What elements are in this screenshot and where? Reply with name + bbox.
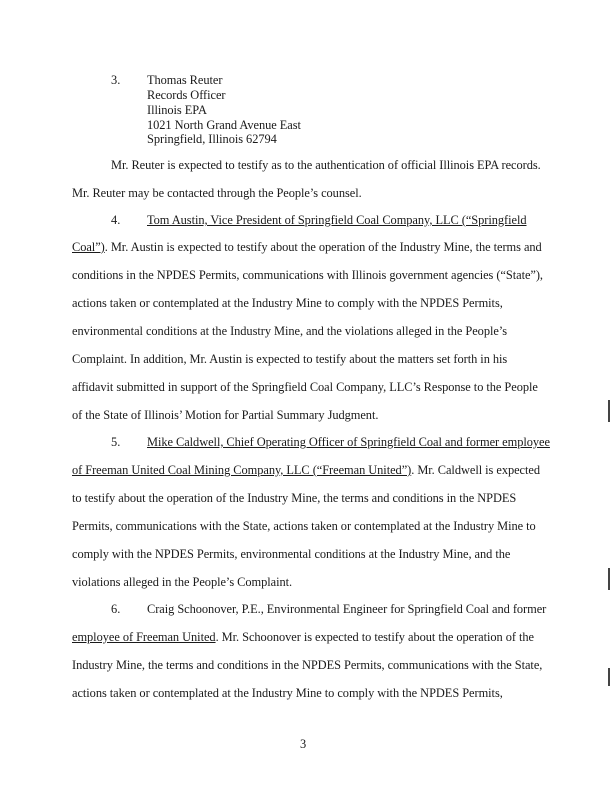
witness-5-number: 5. bbox=[111, 435, 121, 449]
witness-4-line1-rest: . Mr. Austin is expected to testify about the operation of the Industry Mine, the terms and bbox=[104, 240, 542, 254]
paragraph-line: Mr. Reuter may be contacted through the People’s counsel. bbox=[72, 186, 362, 200]
paragraph-line: conditions in the NPDES Permits, communications with Illinois government agencies (“State”), bbox=[72, 268, 543, 282]
scan-edge-mark bbox=[608, 400, 610, 422]
paragraph-line: violations alleged in the People’s Complaint. bbox=[72, 575, 293, 589]
address-line: Records Officer bbox=[147, 88, 226, 102]
scan-edge-mark bbox=[608, 568, 610, 590]
witness-4-heading-cont: Coal”) bbox=[72, 240, 105, 254]
witness-5-line1-rest: . Mr. Caldwell is expected bbox=[411, 463, 540, 477]
address-line: 1021 North Grand Avenue East bbox=[147, 118, 301, 132]
paragraph-line: to testify about the operation of the Industry Mine, the terms and conditions in the NPDES bbox=[72, 491, 517, 505]
scan-edge-mark bbox=[608, 668, 610, 686]
paragraph-line bbox=[72, 240, 542, 254]
paragraph-line: affidavit submitted in support of the Springfield Coal Company, LLC’s Response to the People bbox=[72, 380, 538, 394]
witness-4-number: 4. bbox=[111, 213, 121, 227]
witness-6-heading-cont: employee of Freeman United bbox=[72, 630, 216, 644]
witness-6-line1-rest: . Mr. Schoonover is expected to testify about the operation of the bbox=[215, 630, 534, 644]
paragraph-line: Mr. Reuter is expected to testify as to the authentication of official Illinois EPA records. bbox=[111, 158, 541, 172]
paragraph-line: of the State of Illinois’ Motion for Partial Summary Judgment. bbox=[72, 408, 379, 422]
paragraph-line: actions taken or contemplated at the Industry Mine to comply with the NPDES Permits, bbox=[72, 296, 503, 310]
address-line: Illinois EPA bbox=[147, 103, 207, 117]
address-line: Springfield, Illinois 62794 bbox=[147, 132, 277, 146]
paragraph-line: environmental conditions at the Industry Mine, and the violations alleged in the People’s bbox=[72, 324, 507, 338]
witness-4-heading: Tom Austin, Vice President of Springfield Coal Company, LLC (“Springfield bbox=[147, 213, 527, 227]
paragraph-line bbox=[72, 630, 534, 644]
paragraph-line: actions taken or contemplated at the Industry Mine to comply with the NPDES Permits, bbox=[72, 686, 503, 700]
witness-3-number: 3. bbox=[111, 73, 121, 87]
witness-5-heading: Mike Caldwell, Chief Operating Officer of Springfield Coal and former employee bbox=[147, 435, 550, 449]
paragraph-line: Complaint. In addition, Mr. Austin is expected to testify about the matters set forth in his bbox=[72, 352, 508, 366]
paragraph-line bbox=[72, 463, 540, 477]
witness-5-heading-cont: of Freeman United Coal Mining Company, LLC (“Freeman United”) bbox=[72, 463, 412, 477]
address-line: Thomas Reuter bbox=[147, 73, 223, 87]
page-number: 3 bbox=[300, 737, 307, 751]
witness-6-number: 6. bbox=[111, 602, 121, 616]
paragraph-line: Industry Mine, the terms and conditions in the NPDES Permits, communications with the State, bbox=[72, 658, 543, 672]
witness-6-first-line: Craig Schoonover, P.E., Environmental Engineer for Springfield Coal and former bbox=[147, 602, 547, 616]
paragraph-line: Permits, communications with the State, actions taken or contemplated at the Industry Mine to bbox=[72, 519, 536, 533]
paragraph-line: comply with the NPDES Permits, environmental conditions at the Industry Mine, and the bbox=[72, 547, 511, 561]
